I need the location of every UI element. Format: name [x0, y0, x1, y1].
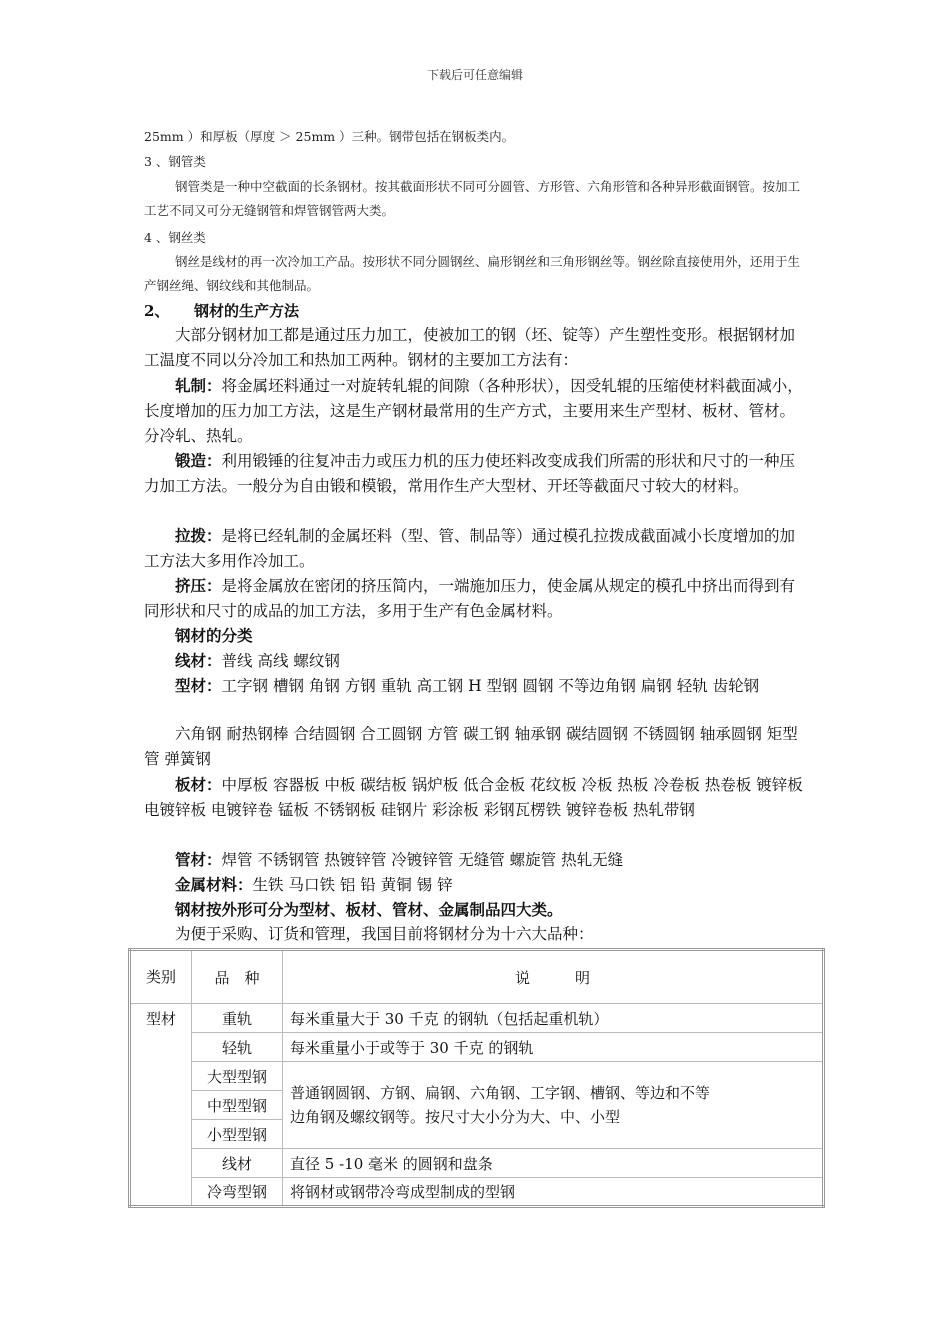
class-sections-text: 工字钢 槽钢 角钢 方钢 重轨 高工钢 H 型钢 圆钢 不等边角钢 扁钢 轻轨 齿轮钢 [221, 677, 760, 695]
table-row [130, 1062, 824, 1091]
table-row [130, 1178, 824, 1207]
page-header: 下载后可任意编辑 [426, 68, 523, 82]
table-row [130, 1004, 824, 1033]
class-plates-text: 中厚板 容器板 中板 碳结板 锅炉板 低合金板 花纹板 冷板 热板 冷卷板 热卷板 镀锌板 电镀锌板 电镀锌卷 锰板 不锈钢板 硅钢片 彩涂板 彩钢瓦楞铁 镀锌卷板 热轧带钢 [144, 776, 803, 819]
classification-title-text: 钢材的分类 [175, 626, 253, 645]
class-wire-label: 线材： [175, 651, 222, 670]
section-3-title: 3 、钢管类 [144, 154, 206, 169]
class-metals-label: 金属材料： [175, 875, 253, 894]
category-cell: 型材 [130, 1004, 192, 1207]
method-rolling-label: 轧制： [175, 376, 222, 395]
class-pipes-text: 焊管 不锈钢管 热镀锌管 冷镀锌管 无缝管 螺旋管 热轧无缝 [221, 851, 624, 869]
class-metals-text: 生铁 马口铁 铝 铅 黄铜 锡 锌 [252, 876, 453, 894]
table-intro: 为便于采购、订货和管理，我国目前将钢材分为十六大品种： [175, 925, 594, 943]
section-4-body: 钢丝是线材的再一次冷加工产品。按形状不同分圆钢丝、扁形钢丝和三角形钢丝等。钢丝除直接使用外，还用于生产钢丝绳、钢纹线和其他制品。 [144, 254, 801, 293]
table-row [130, 1149, 824, 1178]
header-category: 类别 [130, 950, 192, 1004]
summary-text: 钢材按外形可分为型材、板材、管材、金属制品四大类。 [175, 900, 563, 919]
class-wire-text: 普线 高线 螺纹钢 [221, 652, 340, 670]
method-extrusion-text: 是将金属放在密闭的挤压简内，一端施加压力，使金属从规定的模孔中挤出而得到有同形状和尺寸的成品的加工方法，多用于生产有色金属材料。 [144, 577, 796, 620]
section-heading [144, 300, 299, 321]
description-cell: 每米重量大于 30 千克 的钢轨（包括起重机轨） [283, 1004, 824, 1033]
variety-cell: 中型型钢 [192, 1091, 283, 1120]
description-cell: 将钢材或钢带冷弯成型制成的型钢 [283, 1178, 824, 1207]
intro-paragraph: 大部分钢材加工都是通过压力加工，使被加工的钢（坯、锭等）产生塑性变形。根据钢材加工温度不同以分冷加工和热加工两种。钢材的主要加工方法有： [144, 326, 796, 369]
paragraph-continued: 25mm ）和厚板（厚度 ＞ 25mm ）三种。钢带包括在钢板类内。 [144, 129, 515, 144]
method-drawing [144, 523, 809, 574]
variety-cell: 大型型钢 [192, 1062, 283, 1091]
class-pipes-label: 管材： [175, 850, 222, 869]
method-forging-label: 锻造： [175, 451, 222, 470]
method-extrusion [144, 573, 809, 624]
table-header-row [130, 950, 824, 1004]
section-3-body: 钢管类是一种中空截面的长条钢材。按其截面形状不同可分圆管、方形管、六角形管和各种异形截面钢管。按加工工艺不同又可分无缝钢管和焊管钢管两大类。 [144, 179, 801, 218]
section-4-title: 4 、钢丝类 [144, 230, 206, 245]
description-cell: 普通钢圆钢、方钢、扁钢、六角钢、工字钢、槽钢、等边和不等边角钢及螺纹钢等。按尺寸大小分为大、中、小型 [283, 1062, 824, 1149]
class-sections-label: 型材： [175, 676, 222, 695]
classification-title [144, 623, 809, 649]
method-drawing-label: 拉拨： [175, 526, 222, 545]
description-cell: 直径 5 -10 毫米 的圆钢和盘条 [283, 1149, 824, 1178]
header-description: 说 明 [283, 950, 824, 1004]
method-forging-text: 利用锻锤的往复冲击力或压力机的压力使坯料改变成我们所需的形状和尺寸的一种压力加工方法。一般分为自由锻和模锻，常用作生产大型材、开坯等截面尺寸较大的材料。 [144, 452, 796, 495]
variety-cell: 轻轨 [192, 1033, 283, 1062]
class-plates-label: 板材： [175, 775, 222, 794]
variety-cell: 冷弯型钢 [192, 1178, 283, 1207]
class-metals [144, 872, 809, 898]
table-row [130, 1033, 824, 1062]
steel-variety-table [128, 948, 825, 1208]
summary-line [144, 897, 809, 923]
class-sections [144, 673, 809, 699]
class-wire [144, 648, 809, 674]
header-variety: 品 种 [192, 950, 283, 1004]
section-number: 2、 [144, 302, 170, 320]
variety-cell: 重轨 [192, 1004, 283, 1033]
method-rolling-text: 将金属坯料通过一对旋转轧辊的间隙（各种形状），因受轧辊的压缩使材料截面减小，长度增加的压力加工方法，这是生产钢材最常用的生产方式，主要用来生产型材、板材、管材。分冷轧、热轧。 [144, 377, 803, 445]
method-rolling [144, 373, 809, 449]
method-extrusion-label: 挤压： [175, 576, 222, 595]
variety-cell: 小型型钢 [192, 1120, 283, 1149]
class-plates [144, 772, 809, 823]
method-drawing-text: 是将已经轧制的金属坯料（型、管、制品等）通过模孔拉拨成截面减小长度增加的加工方法大多用作冷加工。 [144, 527, 796, 570]
variety-cell: 线材 [192, 1149, 283, 1178]
class-pipes [144, 847, 809, 873]
class-sections-cont: 六角钢 耐热钢棒 合结圆钢 合工圆钢 方管 碳工钢 轴承钢 碳结圆钢 不锈圆钢 轴承圆钢 矩型管 弹簧钢 [144, 725, 798, 768]
description-cell: 每米重量小于或等于 30 千克 的钢轨 [283, 1033, 824, 1062]
section-title: 钢材的生产方法 [194, 302, 300, 320]
method-forging [144, 448, 809, 499]
